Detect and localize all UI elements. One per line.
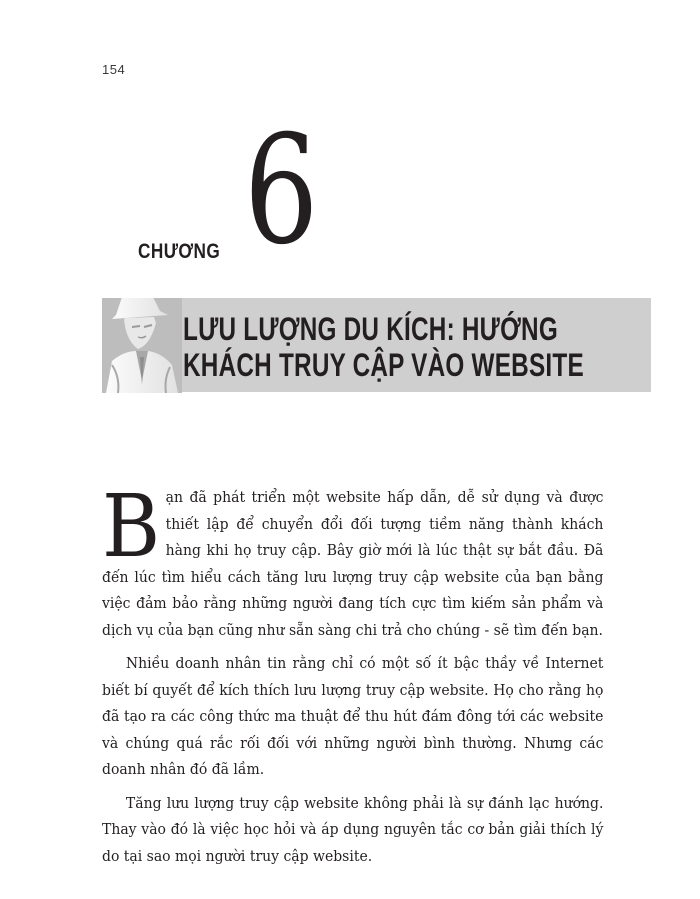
chapter-title-line-1: LƯU LƯỢNG DU KÍCH: HƯỚNG xyxy=(183,311,558,347)
guerrilla-figure-icon xyxy=(102,285,182,393)
chapter-title xyxy=(183,311,584,383)
paragraph-3: Tăng lưu lượng truy cập website không phải là sự đánh lạc hướng. Thay vào đó là việc học hỏi và áp dụng nguyên tắc cơ bản giải thích lý do tại sao mọi người truy cập website. xyxy=(102,793,604,865)
paragraph-2: Nhiều doanh nhân tin rằng chỉ có một số ít bậc thầy về Internet biết bí quyết để kích thích lưu lượng truy cập website. Họ cho rằng họ đã tạo ra các công thức ma thuật để thu hút đám đông tới các website và chúng quá rắc rối đối với những người bình thường. Nhưng các doanh nhân đó đã lầm. xyxy=(102,654,604,778)
page-number: 154 xyxy=(102,62,126,77)
drop-cap: B xyxy=(102,477,161,577)
chapter-title-line-2: KHÁCH TRUY CẬP VÀO WEBSITE xyxy=(183,347,584,383)
chapter-number: 6 xyxy=(244,104,319,278)
chapter-label: CHƯƠNG xyxy=(138,240,221,263)
paragraph-1 xyxy=(102,477,604,643)
paragraph-1-text: ạn đã phát triển một website hấp dẫn, dễ sử dụng và được thiết lập để chuyển đổi đối tượng tiềm năng thành khách hàng khi họ truy cập. Bây giờ mới là lúc thật sự bắt đầu. Đã đến lúc tìm hiểu cách tăng lưu lượng truy cập website của bạn bằng việc đảm bảo rằng những người đang tích cực tìm kiếm sản phẩm và dịch vụ của bạn cũng như sẵn sàng chi trả cho chúng - sẽ tìm đến bạn. xyxy=(102,488,604,639)
body-text xyxy=(102,477,604,869)
